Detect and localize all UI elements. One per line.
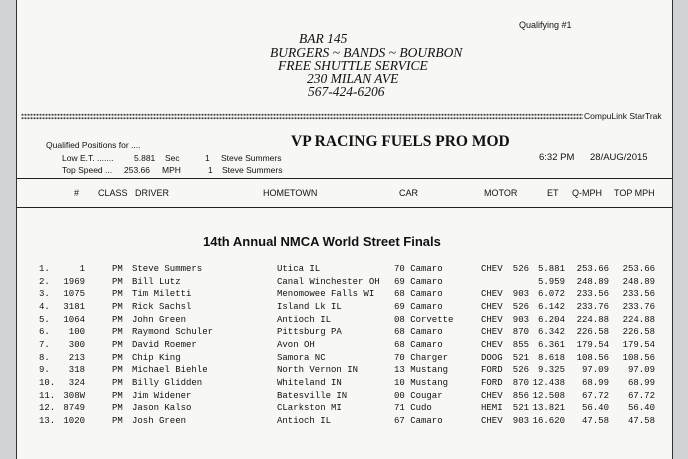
cell-driver: Steve Summers [132,264,203,274]
cell-car: 69 Camaro [394,276,443,287]
low-et-driver: Steve Summers [221,153,282,163]
cell-top: 47.58 [627,415,655,426]
cell-top: 233.76 [622,301,655,312]
software-label: CompuLink StarTrak [584,111,662,121]
cell-car: 71 Cudo [394,403,432,414]
cell-cls: PM [112,276,123,287]
ad-line-1: BAR 145 [299,31,348,46]
top-speed-driver: Steve Summers [222,165,283,175]
cell-qmph: 67.72 [581,390,609,401]
col-topmph-header: TOP MPH [614,188,655,198]
cell-driver: Rick Sachsl [132,301,192,312]
cell-num: 1020 [63,415,85,426]
cell-make: CHEV [481,415,503,426]
cell-top: 253.66 [622,264,655,274]
ad-line-4: 230 MILAN AVE [307,71,399,86]
cell-cid: 855 [512,339,529,350]
cell-pos: 11. [39,390,56,401]
cell-cls: PM [112,264,123,274]
table-row [17,327,672,339]
cell-cls: PM [112,339,123,350]
cell-driver: John Green [132,314,187,325]
cell-qmph: 224.88 [576,314,609,325]
cell-et: 12.508 [532,390,565,401]
cell-make: FORD [481,377,503,388]
cell-driver: David Roemer [132,339,197,350]
table-row [17,416,672,428]
cell-pos: 5. [39,314,50,325]
cell-top: 97.09 [627,365,655,376]
cell-car: 00 Cougar [394,390,443,401]
cell-top: 233.56 [622,289,655,300]
cell-et: 6.204 [537,314,565,325]
cell-et: 6.361 [537,339,565,350]
top-speed-value: 253.66 [124,165,150,175]
table-row [17,378,672,390]
col-num-header: # [74,188,80,198]
low-et-rank: 1 [205,153,210,163]
cell-hometown: Menomowee Falls WI [277,289,375,300]
col-car-header: CAR [399,188,419,198]
col-qmph-header: Q-MPH [572,188,602,198]
cell-et: 16.620 [532,415,565,426]
cell-hometown: Canal Winchester OH [277,276,380,287]
cell-cid: 526 [512,365,529,376]
low-et-value: 5.881 [134,153,156,163]
cell-et: 6.142 [537,301,565,312]
cell-driver: Raymond Schuler [132,327,214,338]
cell-cid: 521 [512,352,529,363]
cell-num: 213 [68,352,85,363]
cell-hometown: CLarkston MI [277,403,342,414]
cell-driver: Jim Widener [132,390,192,401]
cell-qmph: 68.99 [581,377,609,388]
cell-top: 68.99 [627,377,655,388]
cell-car: 70 Camaro [394,264,443,274]
cell-cls: PM [112,314,123,325]
cell-et: 13.821 [532,403,565,414]
cell-make: CHEV [481,289,503,300]
cell-qmph: 56.40 [581,403,609,414]
cell-top: 226.58 [622,327,655,338]
cell-et: 12.438 [532,377,565,388]
cell-pos: 12. [39,403,56,414]
cell-car: 08 Corvette [394,314,454,325]
cell-cls: PM [112,415,123,426]
ad-line-5: 567-424-6206 [308,84,385,99]
cell-car: 69 Camaro [394,301,443,312]
cell-driver: Josh Green [132,415,187,426]
cell-qmph: 233.56 [576,289,609,300]
col-driver-header: DRIVER [135,188,170,198]
cell-make: HEMI [481,403,503,414]
table-row [17,353,672,365]
cell-cls: PM [112,377,123,388]
col-class-header: CLASS [98,188,128,198]
cell-car: 68 Camaro [394,289,443,300]
cell-cid: 526 [512,264,529,274]
cell-cid: 856 [512,390,529,401]
cell-car: 70 Charger [394,352,449,363]
cell-cls: PM [112,301,123,312]
low-et-unit: Sec [165,153,180,163]
report-time: 6:32 PM [539,152,575,163]
qualified-positions-label: Qualified Positions for .... [46,140,141,150]
cell-car: 13 Mustang [394,365,449,376]
cell-hometown: Batesville IN [277,390,348,401]
top-speed-label: Top Speed ... [62,165,113,175]
cell-num: 318 [68,365,85,376]
cell-car: 68 Camaro [394,339,443,350]
cell-et: 5.881 [537,264,565,274]
table-row [17,340,672,352]
cell-num: 100 [68,327,85,338]
table-row [17,391,672,403]
cell-pos: 10. [39,377,56,388]
low-et-label: Low E.T. ....... [62,153,114,163]
cell-qmph: 226.58 [576,327,609,338]
cell-pos: 4. [39,301,50,312]
cell-hometown: Island Lk IL [277,301,342,312]
cell-qmph: 47.58 [581,415,609,426]
cell-cid: 521 [512,403,529,414]
cell-qmph: 179.54 [576,339,609,350]
cell-driver: Michael Biehle [132,365,208,376]
cell-num: 308W [63,390,85,401]
cell-driver: Jason Kalso [132,403,192,414]
cell-num: 1969 [63,276,85,287]
cell-pos: 2. [39,276,50,287]
cell-top: 56.40 [627,403,655,414]
table-row [17,302,672,314]
cell-hometown: Antioch IL [277,415,332,426]
cell-hometown: Samora NC [277,352,326,363]
cell-et: 6.342 [537,327,565,338]
cell-make: CHEV [481,314,503,325]
top-speed-unit: MPH [162,165,181,175]
ad-line-2: BURGERS ~ BANDS ~ BOURBON [270,45,463,60]
cell-top: 67.72 [627,390,655,401]
cell-pos: 8. [39,352,50,363]
cell-pos: 13. [39,415,56,426]
cell-num: 8749 [63,403,85,414]
cell-num: 300 [68,339,85,350]
cell-make: DOOG [481,352,503,363]
dotted-separator [21,113,583,120]
cell-cid: 870 [512,377,529,388]
report-date: 28/AUG/2015 [590,152,648,163]
cell-et: 9.325 [537,365,565,376]
cell-hometown: North Vernon IN [277,365,359,376]
cell-qmph: 233.76 [576,301,609,312]
cell-num: 1075 [63,289,85,300]
cell-cid: 526 [512,301,529,312]
qualifying-label: Qualifying #1 [519,20,572,30]
cell-num: 1064 [63,314,85,325]
cell-num: 324 [68,377,85,388]
table-row [17,289,672,301]
table-row [17,264,672,276]
table-row [17,315,672,327]
cell-top: 179.54 [622,339,655,350]
cell-qmph: 248.89 [576,276,609,287]
col-hometown-header: HOMETOWN [263,188,318,198]
table-row [17,365,672,377]
cell-pos: 3. [39,289,50,300]
header-rule-bottom [17,207,672,208]
col-et-header: ET [547,188,559,198]
cell-et: 8.618 [537,352,565,363]
cell-make: FORD [481,365,503,376]
cell-pos: 9. [39,365,50,376]
cell-et: 6.072 [537,289,565,300]
cell-cls: PM [112,289,123,300]
cell-car: 67 Camaro [394,415,443,426]
event-title: 14th Annual NMCA World Street Finals [203,234,441,249]
cell-car: 10 Mustang [394,377,449,388]
cell-cid: 903 [512,314,529,325]
table-row [17,403,672,415]
cell-qmph: 97.09 [581,365,609,376]
header-rule-top [17,178,672,179]
results-sheet [16,0,673,459]
cell-pos: 1. [39,264,50,274]
table-row [17,277,672,289]
top-speed-rank: 1 [208,165,213,175]
cell-driver: Billy Glidden [132,377,203,388]
cell-top: 248.89 [622,276,655,287]
cell-hometown: Avon OH [277,339,315,350]
cell-qmph: 108.56 [576,352,609,363]
cell-driver: Chip King [132,352,181,363]
cell-driver: Tim Miletti [132,289,192,300]
cell-make: CHEV [481,339,503,350]
col-motor-header: MOTOR [484,188,518,198]
cell-pos: 6. [39,327,50,338]
class-title: VP RACING FUELS PRO MOD [291,133,510,150]
cell-cls: PM [112,352,123,363]
cell-et: 5.959 [537,276,565,287]
cell-cls: PM [112,390,123,401]
cell-cls: PM [112,327,123,338]
cell-cid: 870 [512,327,529,338]
cell-cls: PM [112,403,123,414]
cell-make: CHEV [481,390,503,401]
cell-pos: 7. [39,339,50,350]
cell-hometown: Utica IL [277,264,321,274]
cell-driver: Bill Lutz [132,276,181,287]
cell-make: CHEV [481,301,503,312]
cell-top: 108.56 [622,352,655,363]
cell-num: 3181 [63,301,85,312]
cell-top: 224.88 [622,314,655,325]
cell-cls: PM [112,365,123,376]
cell-cid: 903 [512,289,529,300]
cell-make: CHEV [481,264,503,274]
cell-num: 1 [79,264,85,274]
cell-hometown: Antioch IL [277,314,332,325]
cell-hometown: Pittsburg PA [277,327,342,338]
cell-car: 68 Camaro [394,327,443,338]
ad-line-3: FREE SHUTTLE SERVICE [278,58,428,73]
cell-qmph: 253.66 [576,264,609,274]
cell-make: CHEV [481,327,503,338]
cell-hometown: Whiteland IN [277,377,342,388]
cell-cid: 903 [512,415,529,426]
